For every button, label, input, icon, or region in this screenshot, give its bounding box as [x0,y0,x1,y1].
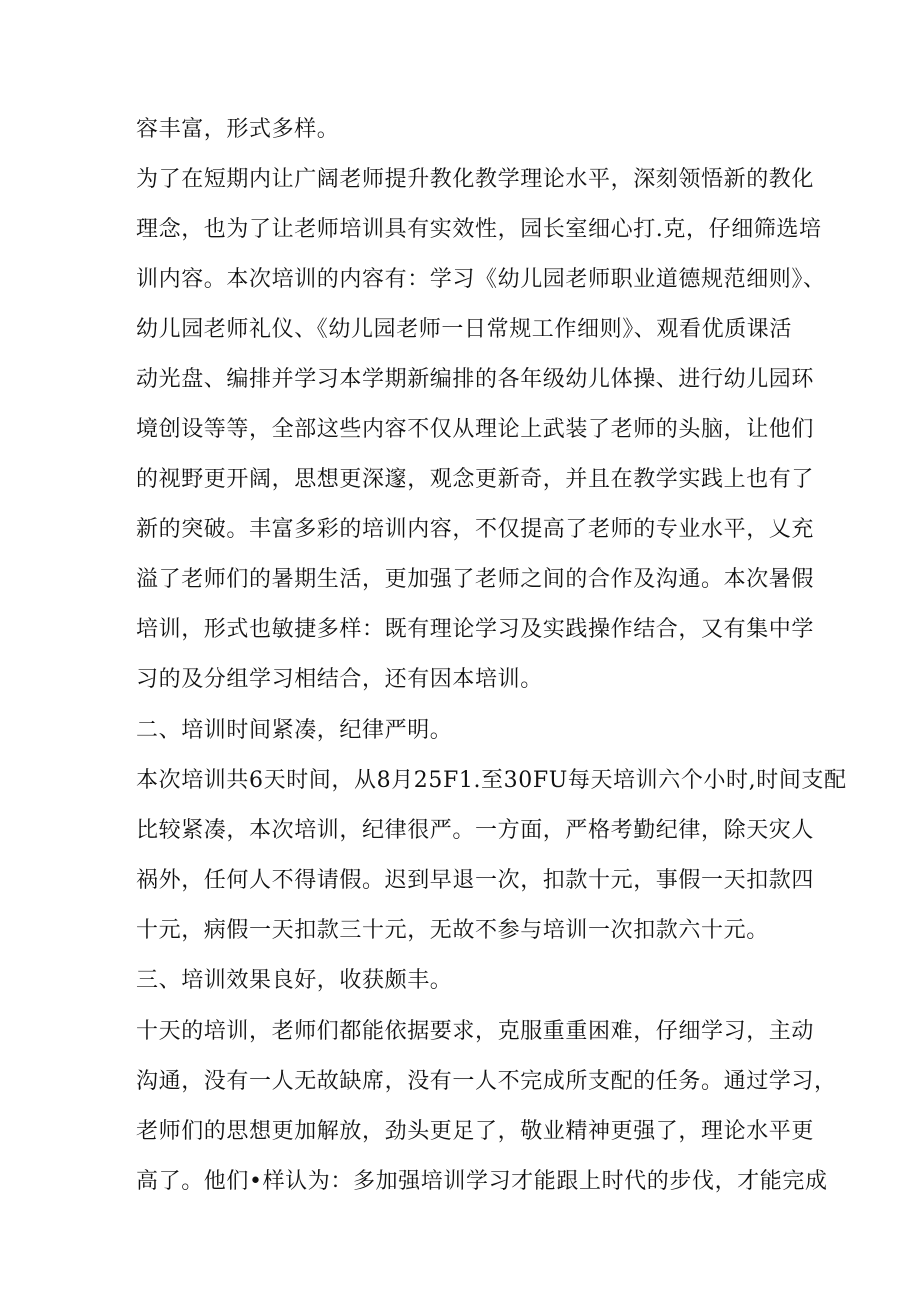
text-line-19: 十天的培训，老师们都能依据要求，克服重重困难，仔细学习，主动 [136,1019,815,1044]
text-line-12: 习的及分组学习相结合，还有因本培训。 [136,667,543,692]
text-line-4: 训内容。本次培训的内容有：学习《幼儿园老师职业道德规范细则》、 [136,267,826,292]
text-line-3: 理念，也为了让老师培训具有实效性，园长室细心打.克，仔细筛选培 [136,217,822,242]
text-line-11: 培训，形式也敏捷多样：既有理论学习及实践操作结合，又有集中学 [136,617,815,642]
text-line-14: 本次培训共6天时间，从8月25F1.至30FU每天培训六个小时,时间支配 [136,768,847,793]
text-line-20: 沟通，没有一人无故缺席，没有一人不完成所支配的任务。通过学习， [136,1069,837,1094]
text-line-2: 为了在短期内让广阔老师提升教化教学理论水平，深刻领悟新的教化 [136,167,815,192]
text-line-17: 十元，病假一天扣款三十元，无故不参与培训一次扣款六十元。 [136,918,769,943]
text-line-9: 新的突破。丰富多彩的培训内容，不仅提高了老师的专业水平，乂充 [136,517,815,542]
text-line-22: 高了。他们•样认为：多加强培训学习才能跟上时代的步伐，才能完成 [136,1169,828,1194]
section-heading-2: 二、培训时间紧凑，纪律严明。 [136,718,453,743]
text-line-7: 境创设等等，全部这些内容不仅从理论上武装了老师的头脑，让他们 [136,417,815,442]
section-heading-3: 三、培训效果良好，收获颇丰。 [136,968,453,993]
text-line-10: 溢了老师们的暑期生活，更加强了老师之间的合作及沟通。本次暑假 [136,567,815,592]
text-line-16: 祸外，任何人不得请假。迟到早退一次，扣款十元，事假一天扣款四 [136,868,815,893]
text-line-1: 容丰富，形式多样。 [136,117,340,142]
text-line-5: 幼儿园老师礼仪、《幼儿园老师一日常规工作细则》、观看优质课活 [136,317,793,342]
text-line-8: 的视野更开阔，思想更深邃，观念更新奇，并且在教学实践上也有了 [136,467,815,492]
text-line-21: 老师们的思想更加解放，劲头更足了，敬业精神更强了，理论水平更 [136,1119,815,1144]
text-line-15: 比较紧凑，本次培训，纪律很严。一方面，严格考勤纪律，除天灾人 [136,818,815,843]
text-line-6: 动光盘、编排并学习本学期新编排的各年级幼儿体操、进行幼儿园环 [136,367,815,392]
